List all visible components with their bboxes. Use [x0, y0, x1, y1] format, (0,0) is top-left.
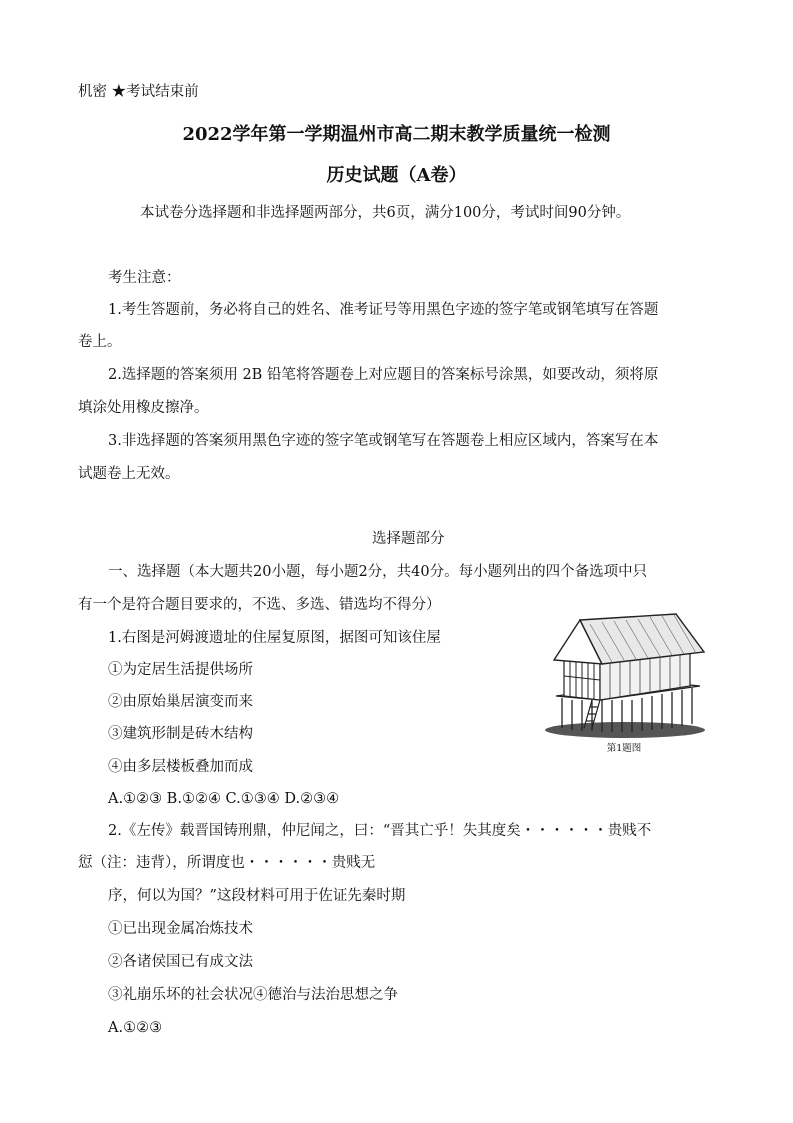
question-2-stem-line-2: 愆（注：违背），所谓度也・・・・・・贵贱无 — [78, 855, 376, 871]
confidential-mark: 机密 ★考试结束前 — [78, 84, 199, 100]
question-2-option-1: ①已出现金属冶炼技术 — [108, 921, 253, 937]
question-1-option-1: ①为定居生活提供场所 — [108, 662, 253, 678]
question-2-option-3-4: ③礼崩乐坏的社会状况④德治与法治思想之争 — [108, 987, 398, 1003]
question-1-option-4: ④由多层楼板叠加而成 — [108, 759, 253, 775]
exam-title: 2022学年第一学期温州市高二期末教学质量统一检测 — [182, 124, 611, 145]
question-1-option-2: ②由原始巢居演变而来 — [108, 694, 253, 710]
question-2-answer-a: A.①②③ — [108, 1020, 163, 1036]
notice-item-3-line-1: 3.非选择题的答案须用黑色字迹的签字笔或钢笔写在答题卷上相应区域内，答案写在本 — [108, 433, 659, 449]
question-2-option-2: ②各诸侯国已有成文法 — [108, 954, 253, 970]
section-intro-line-2: 有一个是符合题目要求的，不选、多选、错选均不得分） — [78, 597, 441, 613]
section-heading: 选择题部分 — [372, 531, 445, 547]
question-1-option-3: ③建筑形制是砖木结构 — [108, 726, 253, 742]
notice-item-1-line-2: 卷上。 — [78, 334, 122, 350]
question-1-answers: A.①②③ B.①②④ C.①③④ D.②③④ — [108, 791, 340, 807]
question-2-stem-line-3: 序，何以为国？”这段材料可用于佐证先秦时期 — [108, 888, 406, 904]
question-2-stem-line-1: 2.《左传》载晋国铸刑鼎，仲尼闻之，曰：“晋其亡乎！失其度矣・・・・・・贵贱不 — [108, 823, 652, 839]
notice-item-1-line-1: 1.考生答题前，务必将自己的姓名、准考证号等用黑色字迹的签字笔或钢笔填写在答题 — [108, 302, 659, 318]
section-intro-line-1: 一、选择题（本大题共20小题，每小题2分，共40分。每小题列出的四个备选项中只 — [108, 564, 648, 580]
figure-caption: 第1题图 — [606, 743, 642, 754]
exam-subtitle: 历史试题（A卷） — [326, 165, 467, 186]
notice-heading: 考生注意： — [108, 270, 181, 286]
notice-item-2-line-2: 填涂处用橡皮擦净。 — [78, 400, 209, 416]
question-1-stem: 1.右图是河姆渡遗址的住屋复原图，据图可知该住屋 — [108, 630, 441, 646]
exam-description: 本试卷分选择题和非选择题两部分，共6页，满分100分，考试时间90分钟。 — [140, 205, 631, 221]
notice-item-3-line-2: 试题卷上无效。 — [78, 466, 180, 482]
notice-item-2-line-1: 2.选择题的答案须用 2B 铅笔将答题卷上对应题目的答案标号涂黑，如要改动，须将原 — [108, 367, 659, 383]
